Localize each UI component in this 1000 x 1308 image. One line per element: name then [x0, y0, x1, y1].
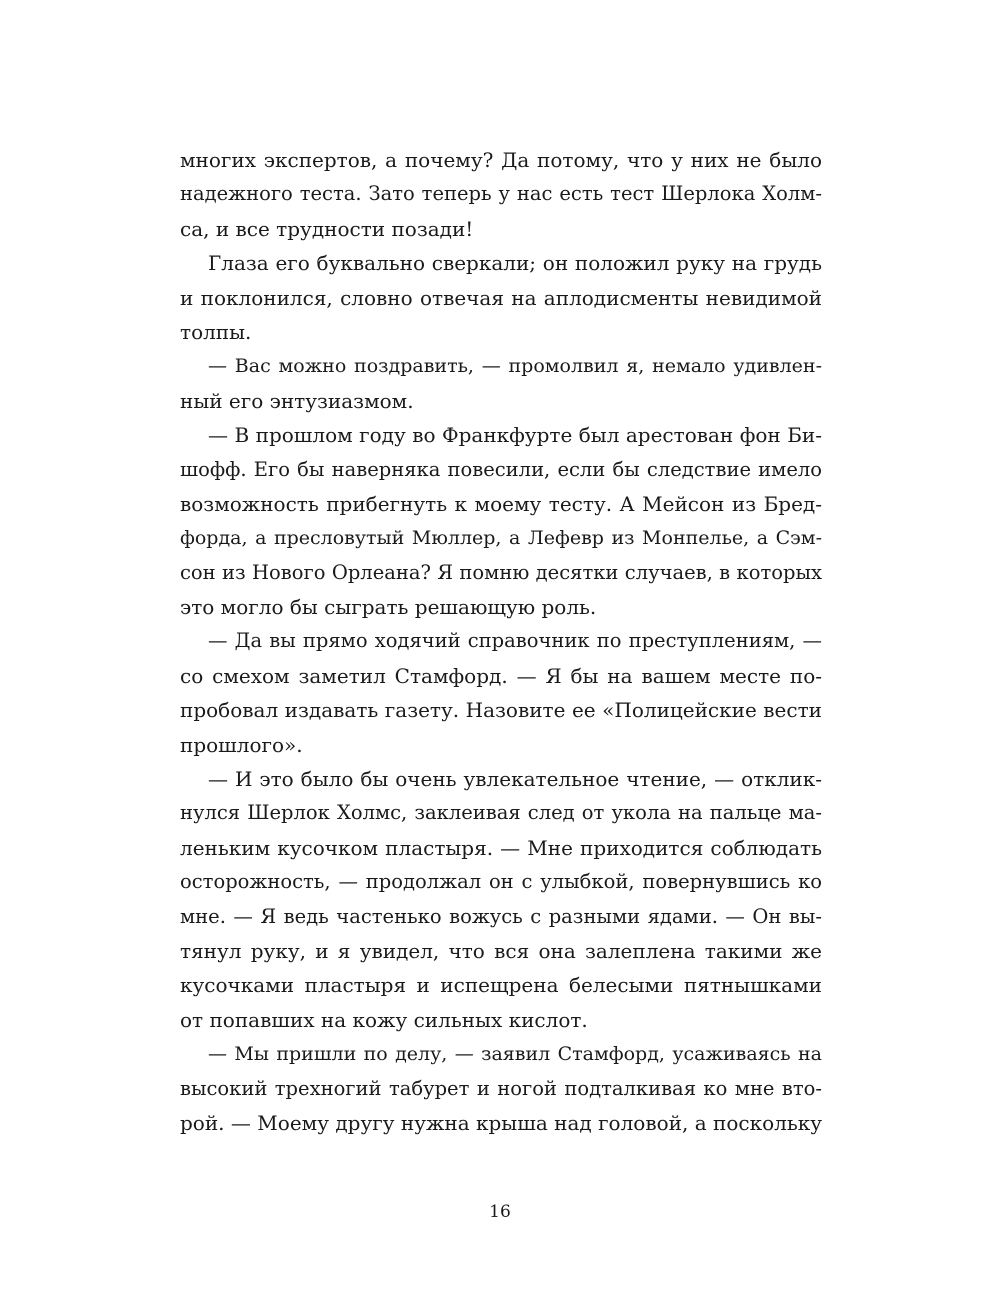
text-line: от попавших на кожу сильных кислот. — [180, 1007, 588, 1032]
text-line: шофф. Его бы наверняка повесили, если бы следствие имело — [180, 457, 822, 481]
text-line: многих экспертов, а почему? Да потому, что у них не было — [180, 148, 822, 172]
text-line: толпы. — [180, 319, 252, 344]
text-line: леньким кусочком пластыря. — Мне приходится соблюдать — [180, 835, 822, 860]
text-line: сон из Нового Орлеана? Я помню десятки случаев, в которых — [180, 560, 822, 584]
text-line: высокий трехногий табурет и ногой подталкивая ко мне вто- — [180, 1076, 822, 1100]
text-line: нулся Шерлок Холмс, заклеивая след от укола на пальце ма- — [180, 801, 822, 825]
text-line: прошлого». — [180, 732, 303, 757]
text-line: са, и все трудности позади! — [180, 216, 474, 241]
text-line: пробовал издавать газету. Назовите ее «Полицейские вести — [180, 698, 822, 723]
text-line: — Да вы прямо ходячий справочник по преступлениям, — — [208, 629, 822, 653]
text-line: рой. — Моему другу нужна крыша над головой, а поскольку — [180, 1110, 822, 1135]
text-line: надежного теста. Зато теперь у нас есть тест Шерлока Холм- — [180, 182, 822, 206]
page-number: 16 — [489, 1202, 511, 1222]
text-line: мне. — Я ведь частенько вожусь с разными ядами. — Он вы- — [180, 904, 822, 928]
text-line: — Мы пришли по делу, — заявил Стамфорд, усаживаясь на — [208, 1043, 822, 1066]
text-line: возможность прибегнуть к моему тесту. А Мейсон из Бред- — [180, 491, 822, 516]
text-line: — И это было бы очень увлекательное чтение, — отклик- — [208, 767, 822, 792]
text-line: — Вас можно поздравить, — промолвил я, немало удивлен- — [208, 355, 822, 378]
text-line: форда, а пресловутый Мюллер, а Лефевр из Монпелье, а Сэм- — [180, 527, 822, 550]
text-line: со смехом заметил Стамфорд. — Я бы на вашем месте по- — [180, 663, 822, 688]
text-line: это могло бы сыграть решающую роль. — [180, 595, 597, 620]
text-line: тянул руку, и я увидел, что вся она залеплена такими же — [180, 938, 822, 963]
text-line: кусочками пластыря и испещрена белесыми пятнышками — [180, 973, 822, 998]
text-line: — В прошлом году во Франкфурте был арестован фон Би- — [208, 423, 822, 448]
text-line: и поклонился, словно отвечая на аплодисменты невидимой — [180, 285, 822, 310]
text-line: Глаза его буквально сверкали; он положил руку на грудь — [208, 251, 822, 276]
body-text — [180, 143, 822, 1140]
text-line: ный его энтузиазмом. — [180, 388, 414, 413]
text-line: осторожность, — продолжал он с улыбкой, повернувшись ко — [180, 870, 822, 894]
